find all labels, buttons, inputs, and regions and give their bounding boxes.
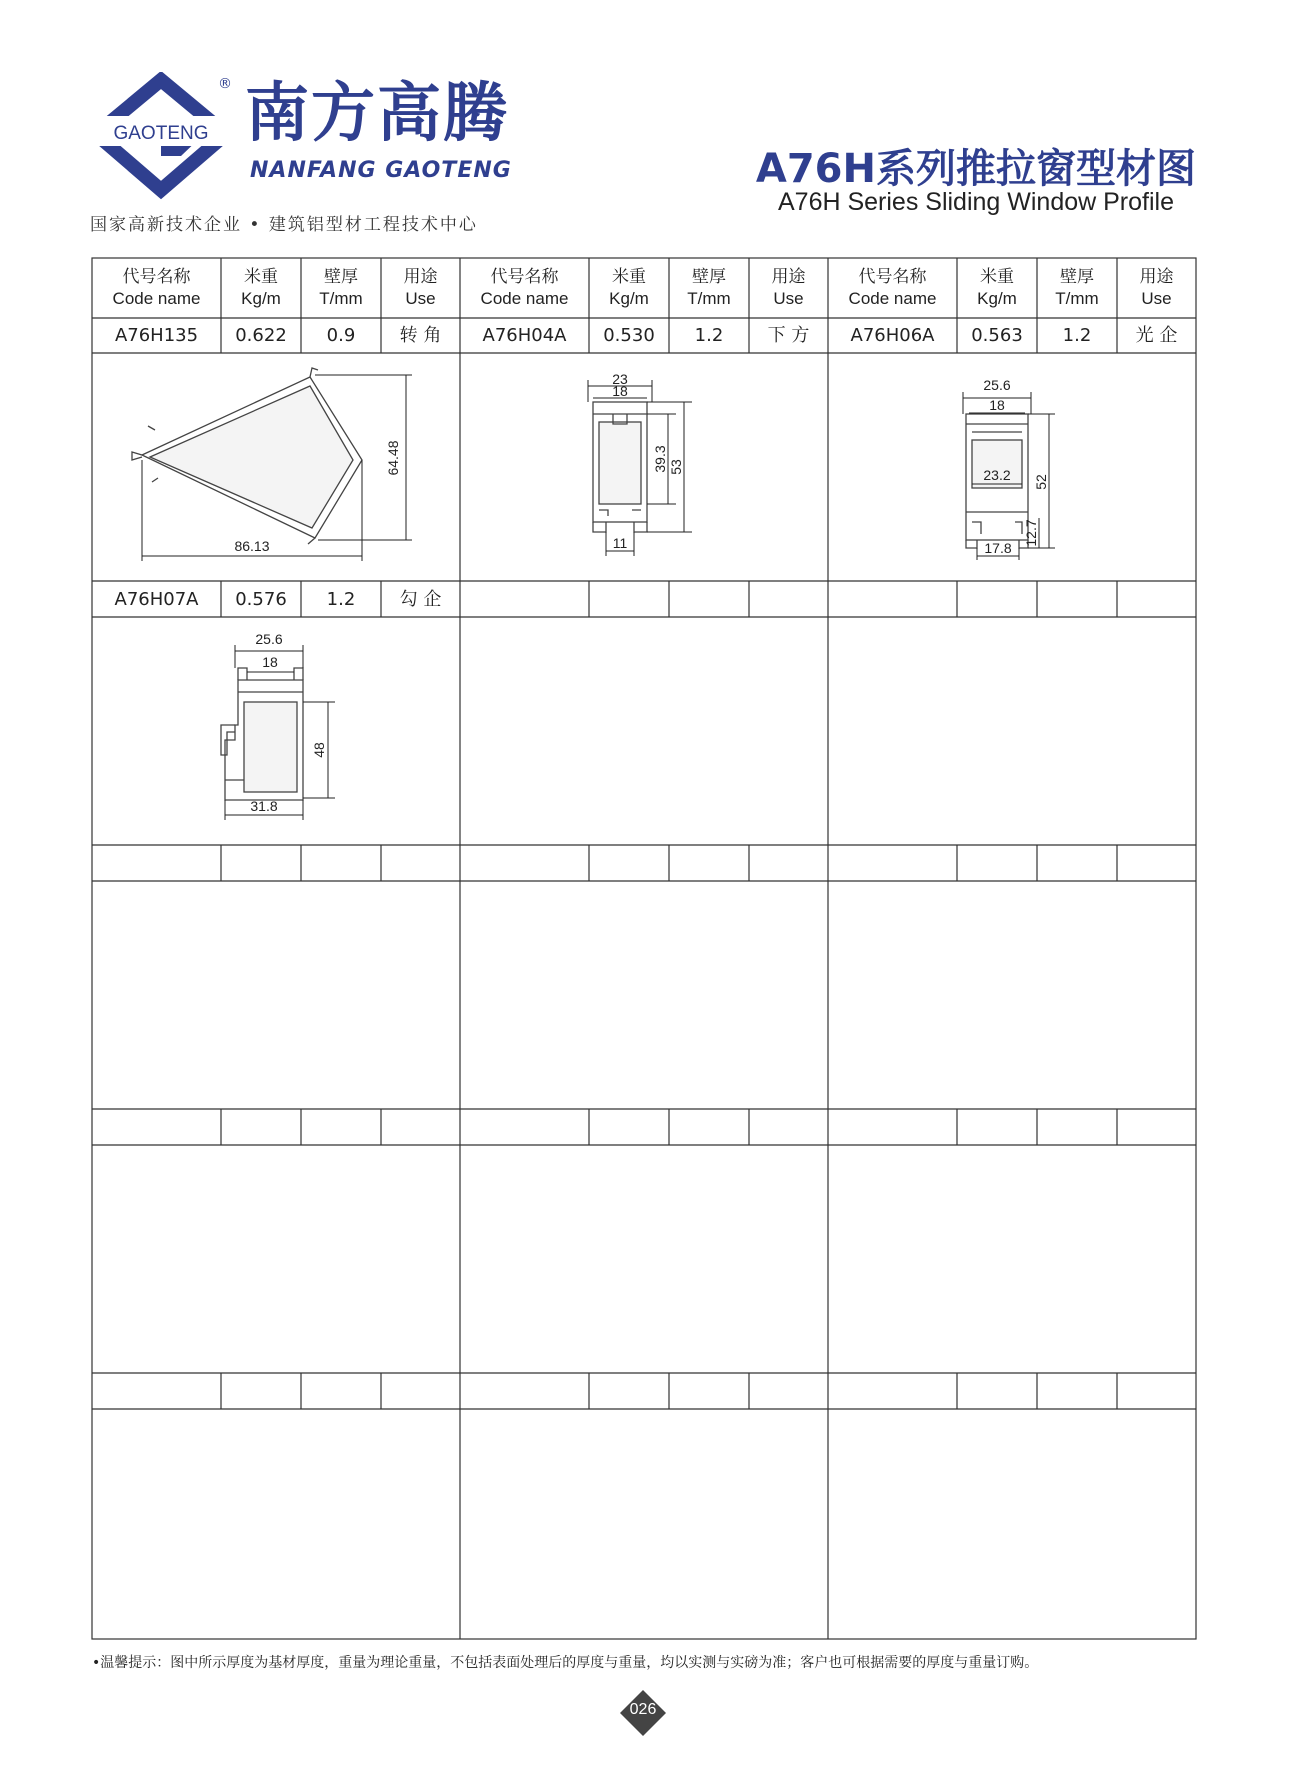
header-code-name: 代号名称 Code name [480,267,569,308]
profile-drawing-a76h07a [205,630,345,830]
profile-weight: 0.563 [971,325,1023,346]
logo-wordmark: GAOTENG [113,123,209,144]
page-title-cn: A76H系列推拉窗型材图 [755,146,1196,192]
profile-thickness: 1.2 [326,588,356,610]
header-weight: 米重 Kg/m [977,267,1017,308]
header-thickness: 壁厚 T/mm [1055,267,1099,308]
profile-use: 勾 企 [399,588,442,610]
profile-code: A76H06A [850,325,935,346]
profile-code: A76H04A [482,325,567,346]
page-number: 026 [629,1701,657,1718]
profile-drawing-a76h06a [945,372,1075,562]
dimension-label: 17.8 [984,540,1012,556]
dimension-label: 25.6 [983,377,1011,393]
profile-thickness: 0.9 [326,325,356,346]
profile-weight: 0.576 [235,588,287,610]
header-use: 用途 Use [771,267,806,308]
profile-thickness: 1.2 [694,325,724,346]
dimension-label: 39.3 [652,445,668,473]
header-weight: 米重 Kg/m [609,267,649,308]
dimension-label: 23.2 [983,467,1011,483]
dimension-label: 23 [612,372,628,387]
dimension-label: 18 [262,654,278,670]
dimension-label: 18 [989,397,1005,413]
brand-name-en: NANFANG GAOTENG [250,158,512,183]
header-use: 用途 Use [1139,267,1174,308]
company-tagline: 国家高新技术企业 • 建筑铝型材工程技术中心 [90,215,478,235]
dimension-label: 48 [311,742,327,758]
dimension-label: 25.6 [255,631,283,647]
dimension-label: 53 [668,459,684,475]
footer-note: •温馨提示：图中所示厚度为基材厚度，重量为理论重量，不包括表面处理后的厚度与重量，均以实测与实磅为准；客户也可根据需要的厚度与重量订购。 [92,1655,1039,1671]
brand-name-cn: 南方高腾 [245,77,509,151]
profile-use: 下 方 [767,325,810,346]
dimension-label: 18 [612,383,628,399]
dimension-label: 64.48 [385,440,401,476]
profile-weight: 0.622 [235,325,287,346]
header-code-name: 代号名称 Code name [112,267,201,308]
page-title-en: A76H Series Sliding Window Profile [777,188,1174,216]
dimension-label: 31.8 [250,798,278,814]
dimension-label: 52 [1033,474,1049,490]
dimension-label: 12.7 [1023,519,1039,547]
header-weight: 米重 Kg/m [241,267,281,308]
profile-code: A76H07A [114,588,199,610]
dimension-label: 86.13 [234,538,270,554]
profile-weight: 0.530 [603,325,655,346]
header-thickness: 壁厚 T/mm [687,267,731,308]
header-thickness: 壁厚 T/mm [319,267,363,308]
profile-thickness: 1.2 [1062,325,1092,346]
profile-drawing-a76h135 [100,360,452,575]
profile-use: 光 企 [1135,325,1178,346]
profile-code: A76H135 [114,325,199,346]
profile-use: 转 角 [399,325,442,346]
profile-drawing-a76h04a [580,372,700,562]
header-code-name: 代号名称 Code name [848,267,937,308]
registered-mark: ® [218,76,232,92]
dimension-label: 11 [612,535,628,551]
header-use: 用途 Use [403,267,438,308]
